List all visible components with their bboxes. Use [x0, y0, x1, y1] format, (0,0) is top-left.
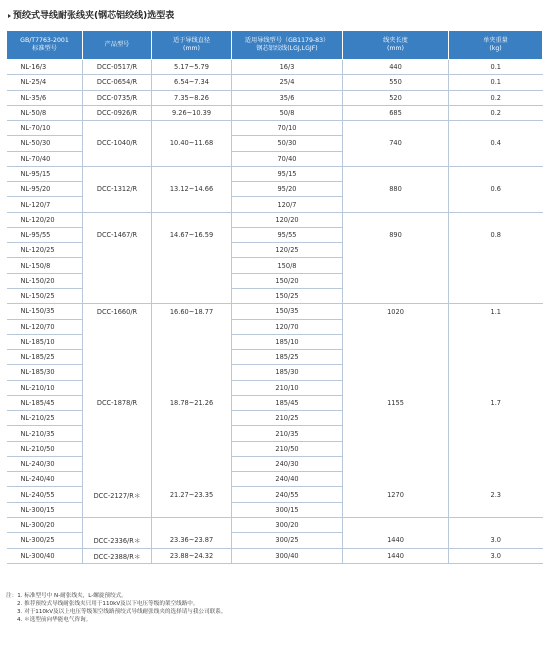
- cell-product-model: [83, 365, 152, 380]
- cell-std-model: NL-50/30: [7, 136, 83, 151]
- cell-std-model: NL-120/25: [7, 243, 83, 258]
- cell-diameter: [152, 121, 232, 136]
- cell-conductor: 120/25: [232, 243, 343, 258]
- cell-weight: [449, 166, 543, 181]
- cell-std-model: NL-185/30: [7, 365, 83, 380]
- header-diameter: 适于导线直径 (mm): [152, 31, 232, 60]
- table-row: [7, 487, 543, 502]
- cell-weight: [449, 380, 543, 395]
- cell-weight: [449, 411, 543, 426]
- selection-table: [6, 30, 543, 564]
- cell-conductor: 210/35: [232, 426, 343, 441]
- cell-product-model: DCC-2388/R＊: [83, 548, 152, 563]
- cell-length: [343, 502, 449, 517]
- cell-diameter: [152, 456, 232, 471]
- table-row: [7, 426, 543, 441]
- cell-conductor: 185/25: [232, 350, 343, 365]
- cell-length: 740: [343, 136, 449, 151]
- cell-std-model: NL-150/20: [7, 273, 83, 288]
- table-row: [7, 456, 543, 471]
- cell-length: 880: [343, 182, 449, 197]
- cell-length: [343, 243, 449, 258]
- cell-length: [343, 212, 449, 227]
- cell-diameter: [152, 334, 232, 349]
- cell-weight: 1.7: [490, 398, 501, 407]
- cell-product-model: [83, 197, 152, 212]
- cell-length: [343, 258, 449, 273]
- cell-diameter: [152, 151, 232, 166]
- cell-diameter: [152, 380, 232, 395]
- cell-conductor: 240/55: [232, 487, 343, 502]
- cell-std-model: NL-300/25: [7, 533, 83, 548]
- table-row: [7, 380, 543, 395]
- cell-weight: 2.3: [490, 490, 501, 499]
- cell-length: 1020: [343, 304, 449, 319]
- cell-weight: 0.1: [449, 75, 543, 90]
- cell-product-model: [83, 334, 152, 349]
- cell-length: [343, 517, 449, 532]
- header-conductor: 适用导线型号（GB1179-83） 钢芯铝绞线(LGJ,LGJF): [232, 31, 343, 60]
- cell-std-model: NL-25/4: [7, 75, 83, 90]
- cell-weight: 0.4: [490, 139, 501, 148]
- cell-length: 1155: [343, 395, 449, 410]
- cell-std-model: NL-50/8: [7, 105, 83, 120]
- cell-product-model: [83, 121, 152, 136]
- cell-product-model: [83, 456, 152, 471]
- cell-conductor: 150/20: [232, 273, 343, 288]
- cell-diameter: 9.26~10.39: [152, 105, 232, 120]
- cell-diameter: 6.54~7.34: [152, 75, 232, 90]
- cell-std-model: NL-95/20: [7, 182, 83, 197]
- notes: [6, 592, 542, 624]
- cell-conductor: 185/30: [232, 365, 343, 380]
- header-std-model: GB/T7763-2001 标准型号: [7, 31, 83, 60]
- table-row: [7, 502, 543, 517]
- cell-weight: [449, 273, 543, 288]
- cell-length: [343, 411, 449, 426]
- cell-std-model: NL-95/55: [7, 227, 83, 242]
- cell-diameter: 10.40~11.68: [152, 136, 232, 151]
- cell-product-model: [83, 319, 152, 334]
- cell-conductor: 70/40: [232, 151, 343, 166]
- cell-diameter: 13.12~14.66: [152, 182, 232, 197]
- table-row: [7, 548, 543, 563]
- cell-length: [343, 288, 449, 303]
- table-header-row: [7, 31, 543, 60]
- cell-length: [343, 334, 449, 349]
- table-row: [7, 75, 543, 90]
- table-body: [7, 60, 543, 564]
- cell-conductor: 210/25: [232, 411, 343, 426]
- cell-std-model: NL-120/70: [7, 319, 83, 334]
- cell-conductor: 120/20: [232, 212, 343, 227]
- table-row: [7, 151, 543, 166]
- table-row: [7, 288, 543, 303]
- cell-conductor: 300/40: [232, 548, 343, 563]
- cell-std-model: NL-240/30: [7, 456, 83, 471]
- cell-std-model: NL-95/15: [7, 166, 83, 181]
- cell-weight: 0.2: [449, 90, 543, 105]
- table-row: [7, 105, 543, 120]
- cell-std-model: NL-210/10: [7, 380, 83, 395]
- cell-weight: [449, 365, 543, 380]
- table-row: [7, 304, 543, 319]
- cell-diameter: [152, 258, 232, 273]
- cell-weight: 1.1: [490, 307, 501, 316]
- page-title: [8, 8, 174, 21]
- cell-length: 1270: [343, 487, 449, 502]
- cell-conductor: 70/10: [232, 121, 343, 136]
- cell-conductor: 50/8: [232, 105, 343, 120]
- cell-length: 520: [343, 90, 449, 105]
- cell-weight: [449, 197, 543, 212]
- cell-conductor: 210/50: [232, 441, 343, 456]
- cell-diameter: [152, 212, 232, 227]
- cell-length: [343, 273, 449, 288]
- cell-std-model: NL-120/20: [7, 212, 83, 227]
- cell-weight: [449, 472, 543, 487]
- table-row: [7, 273, 543, 288]
- title-text: 预绞式导线耐张线夹(钢芯铝绞线)选型表: [13, 11, 175, 21]
- table-row: [7, 472, 543, 487]
- cell-product-model: DCC-1040/R: [83, 136, 152, 151]
- cell-conductor: 210/10: [232, 380, 343, 395]
- title-bullet-icon: [8, 14, 11, 18]
- cell-product-model: [83, 441, 152, 456]
- cell-product-model: [83, 411, 152, 426]
- cell-weight: 0.6: [490, 185, 501, 194]
- cell-conductor: 120/7: [232, 197, 343, 212]
- cell-length: [343, 151, 449, 166]
- cell-diameter: 16.60~18.77: [152, 304, 232, 319]
- cell-diameter: [152, 411, 232, 426]
- cell-product-model: DCC-1660/R: [83, 304, 152, 319]
- table-row: [7, 365, 543, 380]
- cell-std-model: NL-120/7: [7, 197, 83, 212]
- cell-std-model: NL-210/25: [7, 411, 83, 426]
- cell-conductor: 16/3: [232, 60, 343, 75]
- cell-diameter: [152, 288, 232, 303]
- cell-product-model: [83, 426, 152, 441]
- cell-length: 1440: [343, 533, 449, 548]
- cell-conductor: 150/8: [232, 258, 343, 273]
- cell-conductor: 150/25: [232, 288, 343, 303]
- cell-product-model: DCC-0517/R: [83, 60, 152, 75]
- cell-diameter: [152, 166, 232, 181]
- table-row: [7, 350, 543, 365]
- cell-product-model: DCC-0926/R: [83, 105, 152, 120]
- cell-std-model: NL-70/40: [7, 151, 83, 166]
- cell-conductor: 185/45: [232, 395, 343, 410]
- cell-product-model: DCC-2336/R＊: [83, 533, 152, 548]
- cell-weight: 0.1: [449, 60, 543, 75]
- cell-product-model: [83, 380, 152, 395]
- table-row: [7, 90, 543, 105]
- cell-std-model: NL-150/8: [7, 258, 83, 273]
- cell-std-model: NL-210/35: [7, 426, 83, 441]
- cell-weight: 3.0: [449, 548, 543, 563]
- table-row: [7, 197, 543, 212]
- cell-diameter: [152, 243, 232, 258]
- cell-product-model: [83, 288, 152, 303]
- table-row: [7, 533, 543, 548]
- cell-std-model: NL-185/45: [7, 395, 83, 410]
- cell-product-model: [83, 502, 152, 517]
- note-item: 4. ＊选型前向华能电气咨询。: [17, 617, 92, 623]
- cell-diameter: [152, 472, 232, 487]
- table-row: [7, 334, 543, 349]
- cell-weight: 3.0: [449, 533, 543, 548]
- cell-conductor: 300/25: [232, 533, 343, 548]
- cell-length: [343, 380, 449, 395]
- cell-weight: [449, 121, 543, 136]
- table-row: [7, 227, 543, 242]
- note-item: 2. 推荐预绞式导线耐张线夹只用于110kV及以下电压等级的架空线路中。: [17, 601, 199, 607]
- cell-length: [343, 121, 449, 136]
- cell-conductor: 95/20: [232, 182, 343, 197]
- cell-diameter: [152, 273, 232, 288]
- cell-product-model: [83, 166, 152, 181]
- cell-length: [343, 350, 449, 365]
- cell-std-model: NL-240/55: [7, 487, 83, 502]
- cell-conductor: 25/4: [232, 75, 343, 90]
- cell-length: 1440: [343, 548, 449, 563]
- cell-product-model: [83, 517, 152, 532]
- cell-length: [343, 426, 449, 441]
- cell-conductor: 240/40: [232, 472, 343, 487]
- cell-diameter: 5.17~5.79: [152, 60, 232, 75]
- table-row: [7, 166, 543, 181]
- table-row: [7, 121, 543, 136]
- cell-diameter: [152, 517, 232, 532]
- table-row: [7, 212, 543, 227]
- cell-length: 890: [343, 227, 449, 242]
- cell-std-model: NL-300/20: [7, 517, 83, 532]
- cell-conductor: 120/70: [232, 319, 343, 334]
- table-row: [7, 319, 543, 334]
- cell-product-model: [83, 350, 152, 365]
- cell-diameter: [152, 365, 232, 380]
- cell-weight: [449, 151, 543, 166]
- cell-std-model: NL-35/6: [7, 90, 83, 105]
- cell-weight: [449, 288, 543, 303]
- cell-weight: [449, 319, 543, 334]
- note-item: 注：1. 标准型号中 N-耐张线夹，L-螺旋预绞式。: [6, 593, 127, 599]
- cell-product-model: DCC-2127/R＊: [83, 487, 152, 502]
- cell-std-model: NL-16/3: [7, 60, 83, 75]
- cell-conductor: 185/10: [232, 334, 343, 349]
- cell-product-model: [83, 151, 152, 166]
- cell-std-model: NL-300/15: [7, 502, 83, 517]
- cell-weight: [449, 334, 543, 349]
- cell-weight: [449, 258, 543, 273]
- cell-weight: [449, 426, 543, 441]
- cell-length: [343, 441, 449, 456]
- cell-diameter: 7.35~8.26: [152, 90, 232, 105]
- table-row: [7, 258, 543, 273]
- cell-conductor: 35/6: [232, 90, 343, 105]
- cell-weight: [449, 350, 543, 365]
- cell-product-model: DCC-0735/R: [83, 90, 152, 105]
- cell-length: [343, 365, 449, 380]
- cell-diameter: 23.88~24.32: [152, 548, 232, 563]
- cell-diameter: [152, 197, 232, 212]
- cell-product-model: [83, 472, 152, 487]
- table-row: [7, 60, 543, 75]
- cell-length: [343, 166, 449, 181]
- cell-diameter: [152, 319, 232, 334]
- cell-conductor: 300/15: [232, 502, 343, 517]
- cell-diameter: [152, 441, 232, 456]
- cell-length: [343, 472, 449, 487]
- table-row: [7, 395, 543, 410]
- cell-std-model: NL-150/35: [7, 304, 83, 319]
- cell-weight: [449, 456, 543, 471]
- cell-length: [343, 197, 449, 212]
- cell-length: [343, 456, 449, 471]
- cell-weight: [449, 243, 543, 258]
- header-product-model: 产品型号: [83, 31, 152, 60]
- cell-product-model: [83, 212, 152, 227]
- cell-diameter: [152, 502, 232, 517]
- cell-weight: 0.2: [449, 105, 543, 120]
- cell-length: 685: [343, 105, 449, 120]
- table-row: [7, 243, 543, 258]
- cell-std-model: NL-150/25: [7, 288, 83, 303]
- table-row: [7, 182, 543, 197]
- cell-std-model: NL-210/50: [7, 441, 83, 456]
- cell-conductor: 50/30: [232, 136, 343, 151]
- cell-conductor: 240/30: [232, 456, 343, 471]
- cell-conductor: 95/55: [232, 227, 343, 242]
- cell-weight: [449, 517, 543, 532]
- cell-length: 440: [343, 60, 449, 75]
- table-row: [7, 136, 543, 151]
- cell-product-model: DCC-1312/R: [83, 182, 152, 197]
- cell-length: [343, 319, 449, 334]
- cell-diameter: 21.27~23.35: [152, 487, 232, 502]
- cell-product-model: DCC-1467/R: [83, 227, 152, 242]
- cell-weight: [449, 212, 543, 227]
- cell-diameter: 14.67~16.59: [152, 227, 232, 242]
- cell-product-model: [83, 243, 152, 258]
- table-row: [7, 441, 543, 456]
- cell-product-model: DCC-0654/R: [83, 75, 152, 90]
- cell-std-model: NL-185/25: [7, 350, 83, 365]
- cell-product-model: [83, 258, 152, 273]
- cell-weight: [449, 502, 543, 517]
- cell-length: 550: [343, 75, 449, 90]
- header-weight: 单夹重量 (kg): [449, 31, 543, 60]
- cell-product-model: [83, 273, 152, 288]
- cell-conductor: 150/35: [232, 304, 343, 319]
- cell-std-model: NL-300/40: [7, 548, 83, 563]
- cell-std-model: NL-185/10: [7, 334, 83, 349]
- cell-std-model: NL-70/10: [7, 121, 83, 136]
- cell-conductor: 300/20: [232, 517, 343, 532]
- cell-std-model: NL-240/40: [7, 472, 83, 487]
- cell-diameter: 23.36~23.87: [152, 533, 232, 548]
- cell-conductor: 95/15: [232, 166, 343, 181]
- cell-product-model: DCC-1878/R: [83, 395, 152, 410]
- note-item: 3. 对于110kV及以上电压等级架空线路预绞式导线耐张线夹的选择请与我公司联系。: [17, 609, 227, 615]
- header-length: 线夹长度 (mm): [343, 31, 449, 60]
- cell-diameter: [152, 350, 232, 365]
- cell-weight: 0.8: [490, 231, 501, 240]
- table-row: [7, 517, 543, 532]
- cell-weight: [449, 441, 543, 456]
- table-row: [7, 411, 543, 426]
- cell-diameter: [152, 426, 232, 441]
- cell-diameter: 18.78~21.26: [152, 395, 232, 410]
